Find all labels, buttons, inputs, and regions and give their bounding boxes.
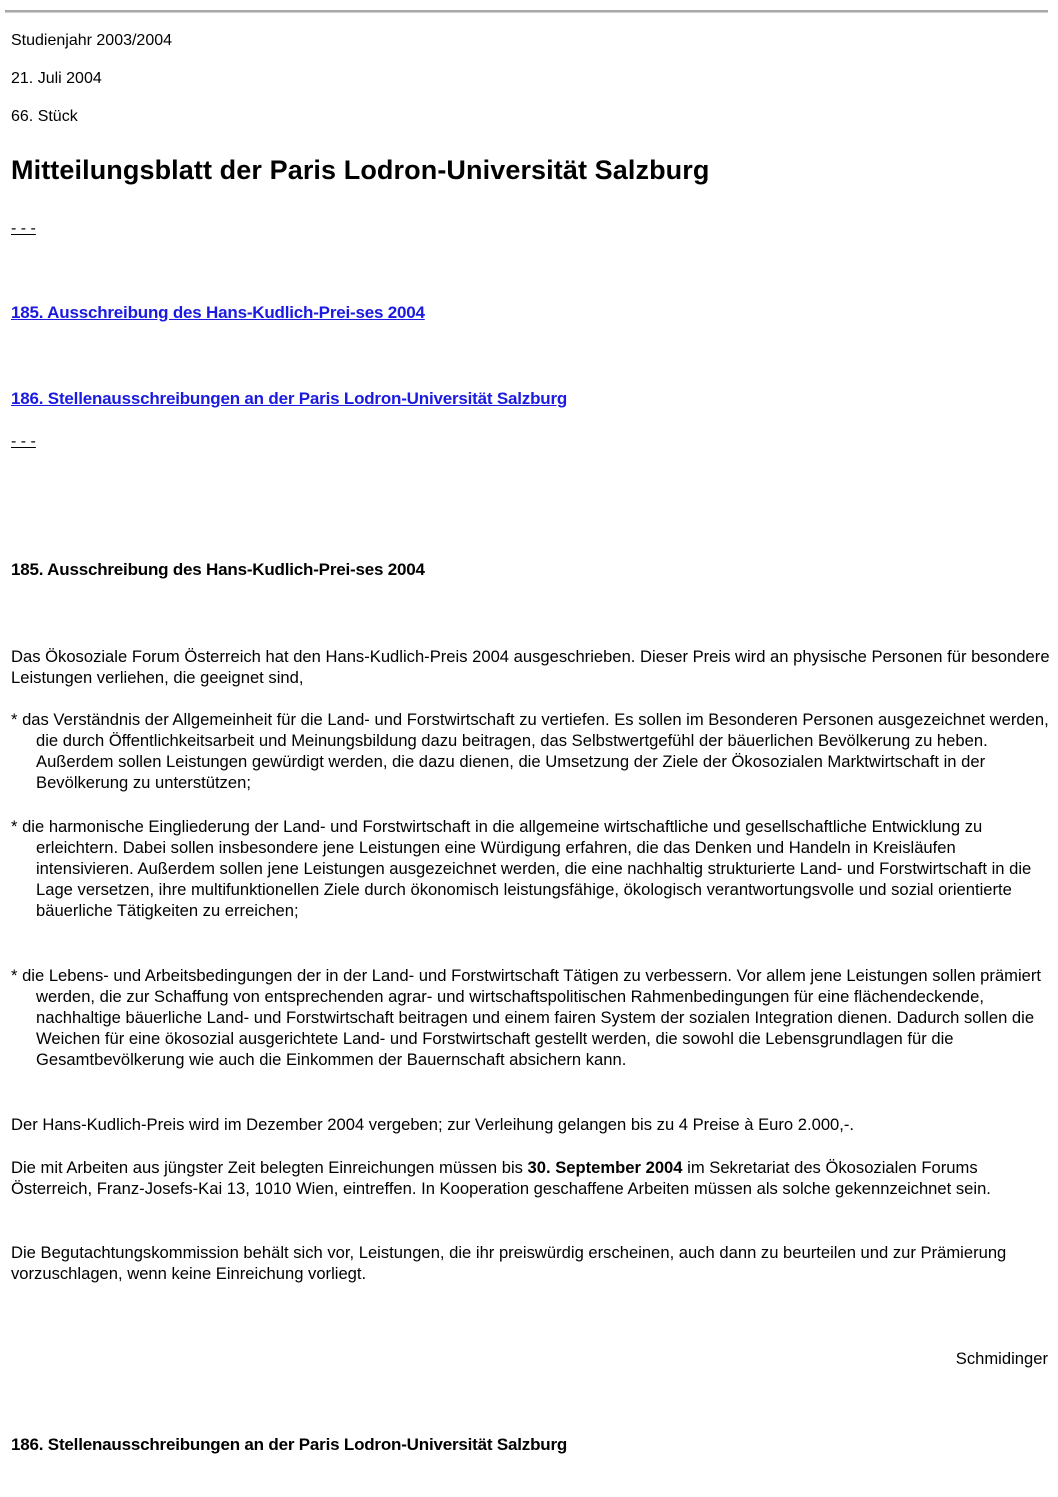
toc-link-185[interactable]: 185. Ausschreibung des Hans-Kudlich-Prei-ses 2004 (11, 303, 425, 322)
criterion-item: * das Verständnis der Allgemeinheit für die Land- und Forstwirtschaft zu vertiefen. Es sollen im Besonderen Personen ausgezeichnet werden, die durch Öffentlichkeitsarbeit und Meinungsbildung dazu beitragen, das Selbstwertgefühl der bäuerlichen Bevölkerung zu heben. Außerdem sollen Leistungen gewürdigt werden, die dazu dienen, die Umsetzung der Ziele der Ökosozialen Marktwirtschaft in der Bevölkerung zu unterstützen; (11, 710, 1049, 792)
section-185-heading: 185. Ausschreibung des Hans-Kudlich-Prei-ses 2004 (11, 560, 425, 579)
academic-year: Studienjahr 2003/2004 (11, 32, 173, 49)
criterion-item: * die harmonische Eingliederung der Land- und Forstwirtschaft in die allgemeine wirtschaftliche und gesellschaftliche Entwicklung zu erleichtern. Dabei sollen insbesondere jene Leistungen eine Würdigung erfahren, die das Denken und Handeln in Kreisläufen intensivieren. Außerdem sollen jene Leistungen ausgezeichnet werden, die eine nachhaltig strukturierte Land- und Forstwirtschaft in die Lage versetzen, ihre multifunktionellen Ziele durch ökonomisch leistungsfähige, ökologisch verantwortungsvolle und sozial orientierte bäuerliche Tätigkeiten zu erreichen; (11, 817, 1032, 920)
issue-date: 21. Juli 2004 (11, 70, 102, 87)
deadline-text-before: Die mit Arbeiten aus jüngster Zeit belegten Einreichungen müssen bis (11, 1158, 528, 1177)
separator-link-bottom[interactable]: - - - (11, 433, 36, 450)
section-186-heading: 186. Stellenausschreibungen an der Paris Lodron-Universität Salzburg (11, 1435, 568, 1454)
commission-note: Die Begutachtungskommission behält sich vor, Leistungen, die ihr preiswürdig erscheinen, auch dann zu beurteilen und zur Prämierung vorzuschlagen, wenn keine Einreichung vorliegt. (11, 1243, 1007, 1283)
criterion-item: * die Lebens- und Arbeitsbedingungen der in der Land- und Forstwirtschaft Tätigen zu verbessern. Vor allem jene Leistungen sollen prämiert werden, die zur Schaffung von entsprechenden agrar- und wirtschaftspolitischen Rahmenbedingungen für eine flächendeckende, nachhaltige bäuerliche Land- und Forstwirtschaft beitragen und einem fairen System der sozialen Integration dienen. Dadurch sollen die Weichen für eine ökosozial ausgerichtete Land- und Forstwirtschaft gestellt werden, die sowohl die Lebensgrundlagen für die Gesamtbevölkerung wie auch die Einkommen der Bauernschaft absichern kann. (11, 966, 1042, 1069)
separator-link-top[interactable]: - - - (11, 220, 36, 237)
deadline-text-after: im Sekretariat des Ökosozialen Forums Österreich, Franz-Josefs-Kai 13, 1010 Wien, eintreffen. In Kooperation geschaffene Arbeiten müssen als solche gekennzeichnet sein. (11, 1158, 991, 1198)
submission-deadline (11, 1157, 1051, 1199)
award-details: Der Hans-Kudlich-Preis wird im Dezember 2004 vergeben; zur Verleihung gelangen bis zu 4 Preise à Euro 2.000,-. (11, 1115, 855, 1134)
issue-number: 66. Stück (11, 108, 78, 125)
signature: Schmidinger (955, 1349, 1048, 1368)
deadline-date: 30. September 2004 (527, 1158, 683, 1177)
section-185-intro: Das Ökosoziale Forum Österreich hat den Hans-Kudlich-Preis 2004 ausgeschrieben. Dieser Preis wird an physische Personen für besondere Leistungen verliehen, die geeignet sind, (11, 647, 1050, 687)
toc-link-186[interactable]: 186. Stellenausschreibungen an der Paris Lodron-Universität Salzburg (11, 389, 568, 408)
top-horizontal-rule (5, 10, 1048, 13)
page-title: Mitteilungsblatt der Paris Lodron-Universität Salzburg (11, 155, 710, 185)
